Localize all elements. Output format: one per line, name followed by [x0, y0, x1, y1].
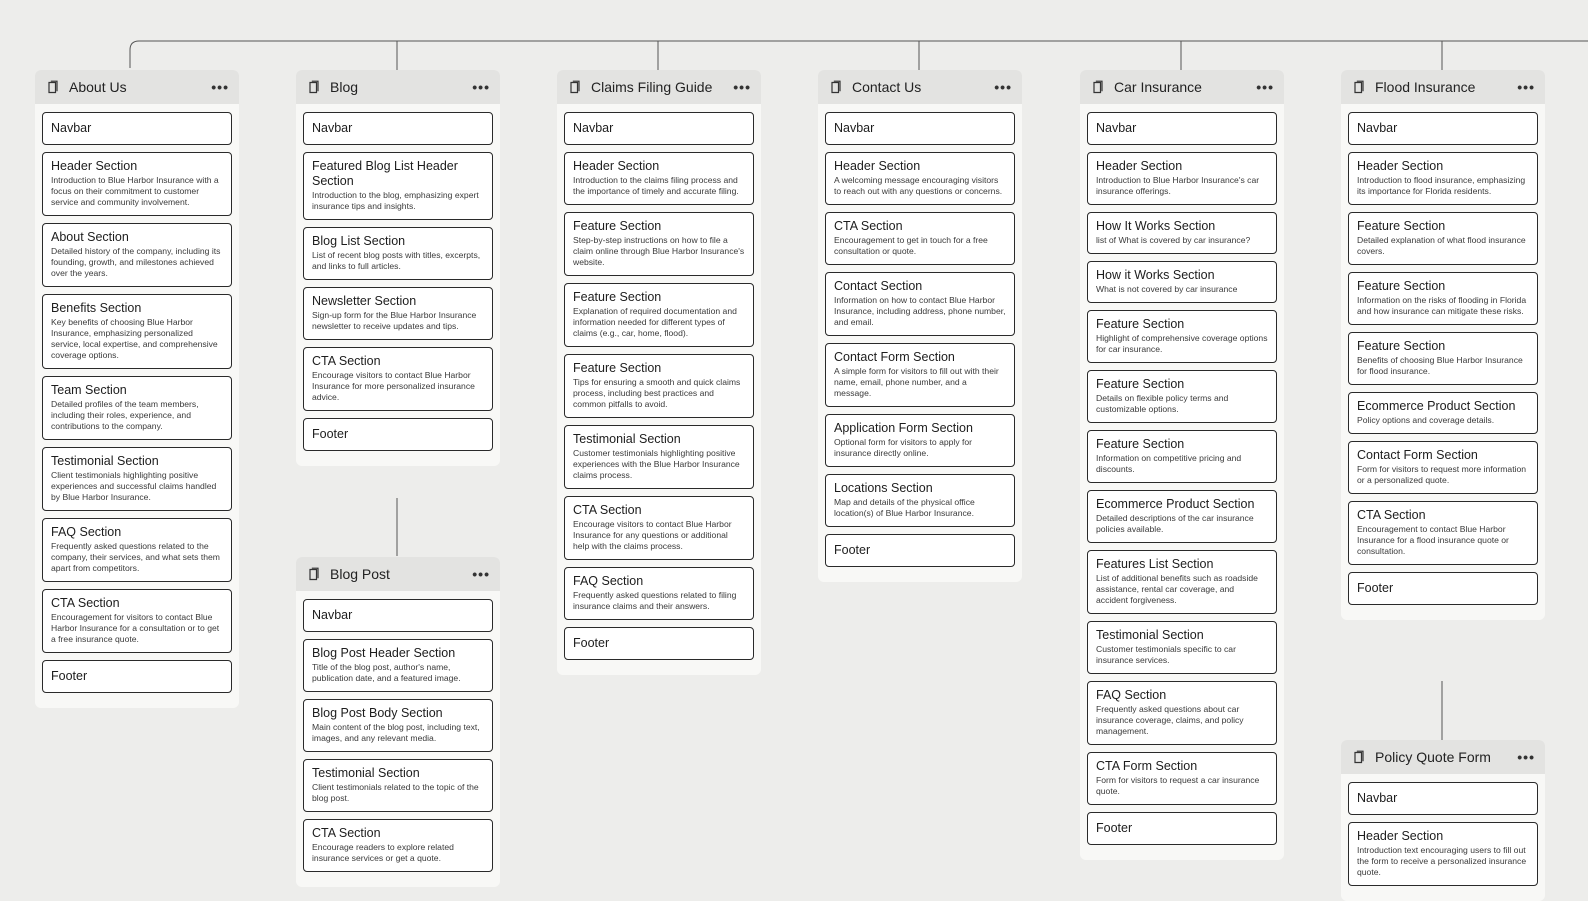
- section-description: Introduction text encouraging users to fill out the form to receive a personalized insurance quote.: [1357, 845, 1527, 877]
- page-header[interactable]: [818, 70, 1022, 104]
- section-description: Introduction to Blue Harbor Insurance with a focus on their commitment to customer service and community involvement.: [51, 175, 219, 207]
- section-title: Feature Section: [1357, 279, 1446, 293]
- section-card[interactable]: [42, 112, 232, 145]
- section-card[interactable]: [564, 283, 754, 347]
- page-icon: [1351, 79, 1367, 95]
- section-card[interactable]: [1348, 152, 1538, 205]
- section-list: [296, 112, 500, 466]
- page-flood-insurance[interactable]: [1341, 70, 1545, 620]
- section-title: Benefits Section: [51, 301, 142, 315]
- section-title: FAQ Section: [573, 574, 644, 588]
- section-title: How it Works Section: [1096, 268, 1215, 282]
- section-card[interactable]: [1087, 261, 1277, 303]
- section-title: Feature Section: [573, 290, 662, 304]
- page-policy-quote-form[interactable]: [1341, 740, 1545, 901]
- section-title: Contact Section: [834, 279, 923, 293]
- section-title: Footer: [1096, 821, 1133, 835]
- page-icon: [567, 79, 583, 95]
- section-description: Frequently asked questions related to filing insurance claims and their answers.: [573, 590, 737, 611]
- section-description: Information on the risks of flooding in Florida and how insurance can mitigate these risks.: [1357, 295, 1527, 316]
- section-list: [1080, 112, 1284, 860]
- section-card[interactable]: [303, 599, 493, 632]
- section-title: Testimonial Section: [312, 766, 420, 780]
- section-card[interactable]: [42, 294, 232, 369]
- section-description: Encouragement for visitors to contact Blue Harbor Insurance for a consultation or to get a free insurance quote.: [51, 612, 220, 644]
- section-description: Client testimonials highlighting positive experiences and successful claims handled by Blue Harbor Insurance.: [51, 470, 217, 502]
- section-title: Feature Section: [1357, 219, 1446, 233]
- section-card[interactable]: [825, 474, 1015, 527]
- section-description: Key benefits of choosing Blue Harbor Insurance, emphasizing personalized service, local expertise, and comprehensive coverage options.: [51, 317, 218, 360]
- section-title: FAQ Section: [1096, 688, 1167, 702]
- page-about-us[interactable]: [35, 70, 239, 708]
- section-card[interactable]: [1348, 782, 1538, 815]
- section-description: Client testimonials related to the topic of the blog post.: [312, 782, 479, 803]
- section-description: Details on flexible policy terms and customizable options.: [1096, 393, 1229, 414]
- section-title: Footer: [573, 636, 610, 650]
- section-title: CTA Form Section: [1096, 759, 1198, 773]
- section-title: Feature Section: [573, 361, 662, 375]
- section-title: Contact Form Section: [1357, 448, 1478, 462]
- more-icon[interactable]: •••: [994, 79, 1012, 95]
- section-card[interactable]: [1348, 572, 1538, 605]
- section-list: [35, 112, 239, 708]
- section-title: Header Section: [1357, 159, 1444, 173]
- page-title: About Us: [69, 79, 127, 95]
- section-description: Introduction to Blue Harbor Insurance's car insurance offerings.: [1096, 175, 1260, 196]
- page-icon: [1090, 79, 1106, 95]
- section-list: [296, 599, 500, 887]
- section-card[interactable]: [825, 343, 1015, 407]
- section-card[interactable]: [564, 567, 754, 620]
- section-card[interactable]: [42, 447, 232, 511]
- page-contact-us[interactable]: [818, 70, 1022, 582]
- section-title: Navbar: [1096, 121, 1137, 135]
- section-list: [557, 112, 761, 675]
- section-description: Benefits of choosing Blue Harbor Insurance for flood insurance.: [1357, 355, 1523, 376]
- section-list: [818, 112, 1022, 582]
- page-header[interactable]: [1341, 70, 1545, 104]
- section-card[interactable]: [1087, 681, 1277, 745]
- section-title: Navbar: [1357, 791, 1398, 805]
- section-title: CTA Section: [51, 596, 120, 610]
- section-title: Blog Post Body Section: [312, 706, 443, 720]
- section-card[interactable]: [42, 518, 232, 582]
- section-description: Frequently asked questions about car insurance coverage, claims, and policy management.: [1096, 704, 1244, 736]
- section-title: Ecommerce Product Section: [1096, 497, 1255, 511]
- page-header[interactable]: [1341, 740, 1545, 774]
- section-card[interactable]: [1087, 430, 1277, 483]
- section-card[interactable]: [1087, 310, 1277, 363]
- section-card[interactable]: [42, 589, 232, 653]
- section-card[interactable]: [1348, 332, 1538, 385]
- section-description: Detailed explanation of what flood insurance covers.: [1357, 235, 1526, 256]
- section-card[interactable]: [1348, 441, 1538, 494]
- section-description: A simple form for visitors to fill out with their name, email, phone number, and a message.: [834, 366, 999, 398]
- section-card[interactable]: [1087, 212, 1277, 254]
- page-title: Policy Quote Form: [1375, 749, 1491, 765]
- page-header[interactable]: [296, 557, 500, 591]
- section-title: Newsletter Section: [312, 294, 417, 308]
- section-description: Frequently asked questions related to the company, their services, and what sets them apart from competitors.: [51, 541, 220, 573]
- section-description: Information on how to contact Blue Harbor Insurance, including address, phone number, and email.: [834, 295, 1006, 327]
- section-title: Feature Section: [1096, 317, 1185, 331]
- page-blog[interactable]: [296, 70, 500, 466]
- section-card[interactable]: [303, 639, 493, 692]
- section-title: CTA Section: [312, 354, 381, 368]
- section-description: Detailed profiles of the team members, including their roles, experience, and contributions to the company.: [51, 399, 199, 431]
- section-card[interactable]: [1087, 112, 1277, 145]
- section-card[interactable]: [564, 627, 754, 660]
- section-card[interactable]: [303, 418, 493, 451]
- section-title: Testimonial Section: [51, 454, 159, 468]
- more-icon[interactable]: •••: [1517, 79, 1535, 95]
- page-icon: [828, 79, 844, 95]
- section-card[interactable]: [564, 496, 754, 560]
- section-title: Blog Post Header Section: [312, 646, 456, 660]
- section-description: Detailed history of the company, including its founding, growth, and milestones achieved over the years.: [51, 246, 221, 278]
- section-description: Encourage readers to explore related insurance services or get a quote.: [312, 842, 454, 863]
- section-card[interactable]: [825, 414, 1015, 467]
- page-claims-filing-guide[interactable]: [557, 70, 761, 675]
- section-card[interactable]: [1348, 112, 1538, 145]
- more-icon[interactable]: •••: [472, 79, 490, 95]
- section-description: Title of the blog post, author's name, publication date, and a featured image.: [312, 662, 461, 683]
- section-title: Team Section: [51, 383, 127, 397]
- section-title: Testimonial Section: [573, 432, 681, 446]
- section-card[interactable]: [564, 212, 754, 276]
- section-title: Navbar: [51, 121, 92, 135]
- section-description: Tips for ensuring a smooth and quick claims process, including best practices and common pitfalls to avoid.: [573, 377, 741, 409]
- section-title: How It Works Section: [1096, 219, 1216, 233]
- section-description: Highlight of comprehensive coverage options for car insurance.: [1096, 333, 1268, 354]
- section-title: Header Section: [1357, 829, 1444, 843]
- section-card[interactable]: [303, 699, 493, 752]
- section-title: Contact Form Section: [834, 350, 955, 364]
- section-title: About Section: [51, 230, 129, 244]
- section-description: Introduction to flood insurance, emphasizing its importance for Florida residents.: [1357, 175, 1526, 196]
- section-card[interactable]: [303, 112, 493, 145]
- section-title: Header Section: [834, 159, 921, 173]
- section-card[interactable]: [1087, 812, 1277, 845]
- section-card[interactable]: [825, 534, 1015, 567]
- section-title: Navbar: [573, 121, 614, 135]
- section-card[interactable]: [42, 223, 232, 287]
- section-description: Introduction to the blog, emphasizing expert insurance tips and insights.: [312, 190, 479, 211]
- section-title: Footer: [312, 427, 349, 441]
- section-card[interactable]: [564, 152, 754, 205]
- section-description: Information on competitive pricing and discounts.: [1096, 453, 1242, 474]
- section-card[interactable]: [825, 212, 1015, 265]
- section-card[interactable]: [1348, 822, 1538, 886]
- section-title: Featured Blog List Header Section: [312, 159, 458, 188]
- page-car-insurance[interactable]: [1080, 70, 1284, 860]
- section-description: Optional form for visitors to apply for insurance directly online.: [834, 437, 973, 458]
- page-header[interactable]: [1080, 70, 1284, 104]
- section-description: Form for visitors to request more information or a personalized quote.: [1357, 464, 1527, 485]
- section-title: CTA Section: [312, 826, 381, 840]
- section-title: CTA Section: [573, 503, 642, 517]
- section-description: Detailed descriptions of the car insurance policies available.: [1096, 513, 1254, 534]
- section-description: Customer testimonials specific to car insurance services.: [1096, 644, 1236, 665]
- page-header[interactable]: [557, 70, 761, 104]
- section-description: List of recent blog posts with titles, excerpts, and links to full articles.: [312, 250, 481, 271]
- section-description: Encouragement to contact Blue Harbor Insurance for a flood insurance quote or consultation.: [1357, 524, 1509, 556]
- section-title: Navbar: [312, 121, 353, 135]
- page-blog-post[interactable]: [296, 557, 500, 887]
- section-description: Encourage visitors to contact Blue Harbor Insurance for more personalized insurance advice.: [312, 370, 475, 402]
- more-icon[interactable]: •••: [1517, 749, 1535, 765]
- section-card[interactable]: [1087, 621, 1277, 674]
- section-title: Feature Section: [573, 219, 662, 233]
- section-card[interactable]: [42, 152, 232, 216]
- section-card[interactable]: [42, 376, 232, 440]
- section-card[interactable]: [564, 112, 754, 145]
- section-title: Header Section: [51, 159, 138, 173]
- section-description: Encouragement to get in touch for a free consultation or quote.: [834, 235, 988, 256]
- section-title: Feature Section: [1357, 339, 1446, 353]
- section-description: A welcoming message encouraging visitors to reach out with any questions or concerns.: [834, 175, 1003, 196]
- section-title: Navbar: [312, 608, 353, 622]
- section-title: CTA Section: [1357, 508, 1426, 522]
- section-description: Explanation of required documentation and information needed for different types of claims (e.g., car, home, flood).: [573, 306, 737, 338]
- section-card[interactable]: [1348, 272, 1538, 325]
- section-card[interactable]: [303, 152, 493, 220]
- section-title: CTA Section: [834, 219, 903, 233]
- section-card[interactable]: [1348, 212, 1538, 265]
- page-title: Contact Us: [852, 79, 922, 95]
- section-title: Navbar: [834, 121, 875, 135]
- section-title: Feature Section: [1096, 437, 1185, 451]
- section-description: Map and details of the physical office location(s) of Blue Harbor Insurance.: [834, 497, 975, 518]
- page-title: Car Insurance: [1114, 79, 1202, 95]
- section-title: Ecommerce Product Section: [1357, 399, 1516, 413]
- section-title: Navbar: [1357, 121, 1398, 135]
- section-title: Footer: [1357, 581, 1394, 595]
- section-description: Main content of the blog post, including text, images, and any relevant media.: [312, 722, 480, 743]
- section-title: Header Section: [573, 159, 660, 173]
- section-description: Step-by-step instructions on how to file a claim online through Blue Harbor Insurance's website.: [573, 235, 745, 267]
- section-title: Application Form Section: [834, 421, 973, 435]
- section-list: [1341, 112, 1545, 620]
- section-description: Sign-up form for the Blue Harbor Insurance newsletter to receive updates and tips.: [312, 310, 477, 331]
- section-description: Encourage visitors to contact Blue Harbor Insurance for any questions or additional help with the claims process.: [573, 519, 732, 551]
- section-title: Footer: [51, 669, 88, 683]
- page-icon: [1351, 749, 1367, 765]
- section-title: Features List Section: [1096, 557, 1214, 571]
- page-header[interactable]: [296, 70, 500, 104]
- section-title: Feature Section: [1096, 377, 1185, 391]
- page-icon: [306, 79, 322, 95]
- section-card[interactable]: [825, 112, 1015, 145]
- section-card[interactable]: [1348, 392, 1538, 434]
- section-card[interactable]: [1087, 490, 1277, 543]
- page-title: Flood Insurance: [1375, 79, 1476, 95]
- section-description: Introduction to the claims filing process and the importance of timely and accurate filing.: [573, 175, 739, 196]
- section-card[interactable]: [303, 819, 493, 872]
- page-title: Blog Post: [330, 566, 390, 582]
- section-title: Testimonial Section: [1096, 628, 1204, 642]
- section-card[interactable]: [825, 272, 1015, 336]
- more-icon[interactable]: •••: [472, 566, 490, 582]
- section-card[interactable]: [825, 152, 1015, 205]
- section-title: Locations Section: [834, 481, 933, 495]
- section-card[interactable]: [303, 347, 493, 411]
- page-icon: [45, 79, 61, 95]
- section-description: list of What is covered by car insurance?: [1096, 235, 1251, 245]
- section-card[interactable]: [303, 227, 493, 280]
- page-title: Blog: [330, 79, 359, 95]
- section-card[interactable]: [1348, 501, 1538, 565]
- more-icon[interactable]: •••: [733, 79, 751, 95]
- section-title: Blog List Section: [312, 234, 406, 248]
- section-description: Policy options and coverage details.: [1357, 415, 1495, 425]
- page-header[interactable]: [35, 70, 239, 104]
- more-icon[interactable]: •••: [1256, 79, 1274, 95]
- section-description: Form for visitors to request a car insurance quote.: [1096, 775, 1260, 796]
- section-description: List of additional benefits such as roadside assistance, rental car coverage, and accident forgiveness.: [1096, 573, 1258, 605]
- section-card[interactable]: [303, 287, 493, 340]
- section-title: Footer: [834, 543, 871, 557]
- section-card[interactable]: [303, 759, 493, 812]
- section-card[interactable]: [1087, 752, 1277, 805]
- section-list: [1341, 782, 1545, 901]
- section-title: FAQ Section: [51, 525, 122, 539]
- top-connector-line: [130, 41, 1588, 68]
- more-icon[interactable]: •••: [211, 79, 229, 95]
- section-description: Customer testimonials highlighting positive experiences with the Blue Harbor Insurance claims process.: [573, 448, 740, 480]
- section-card[interactable]: [564, 354, 754, 418]
- section-title: Header Section: [1096, 159, 1183, 173]
- section-card[interactable]: [564, 425, 754, 489]
- page-icon: [306, 566, 322, 582]
- section-card[interactable]: [1087, 152, 1277, 205]
- section-card[interactable]: [1087, 550, 1277, 614]
- page-title: Claims Filing Guide: [591, 79, 713, 95]
- section-card[interactable]: [42, 660, 232, 693]
- section-description: What is not covered by car insurance: [1096, 284, 1238, 294]
- section-card[interactable]: [1087, 370, 1277, 423]
